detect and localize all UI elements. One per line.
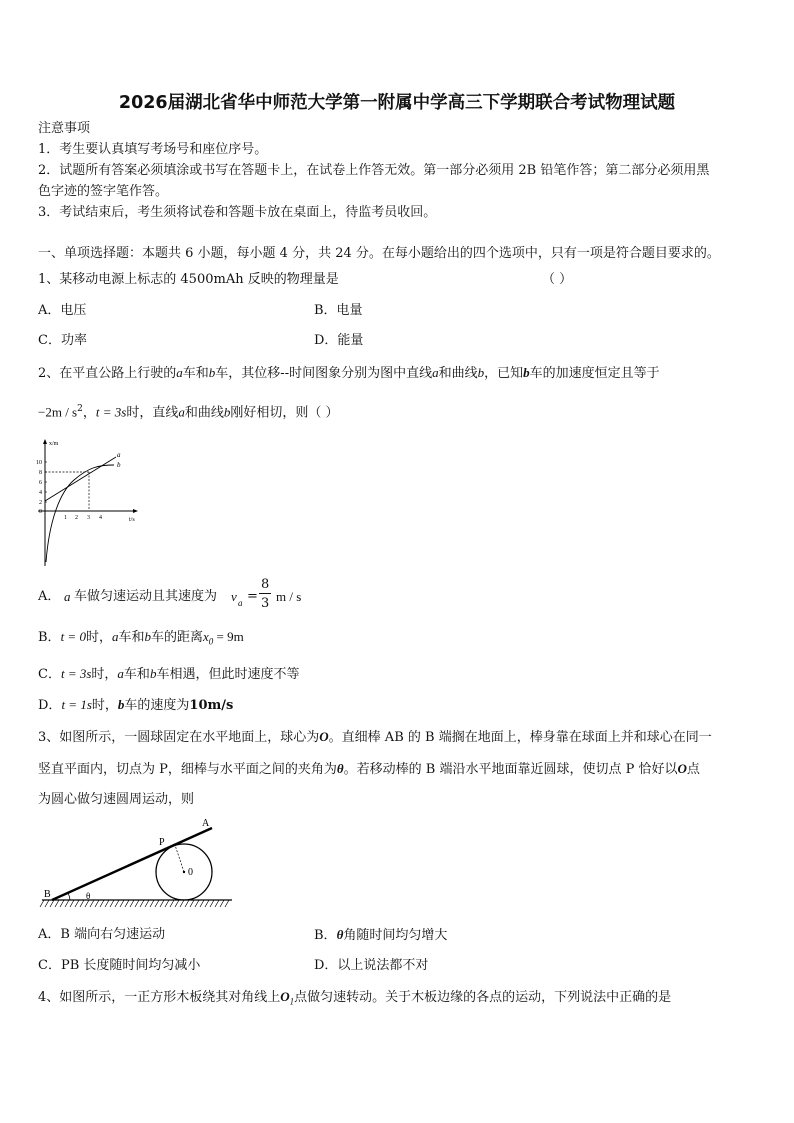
y-tick-label: 6	[39, 480, 42, 486]
q1-option-c: C．功率	[38, 333, 87, 348]
notice-item: 1．考生要认真填写考场号和座位序号。	[38, 142, 268, 157]
x-tick-label: 3	[87, 515, 90, 521]
q3-option-a: A．B 端向右匀速运动	[38, 927, 166, 942]
label-a: A	[202, 818, 210, 829]
q2-stem-line2: $-2m / s^2$，t = 3s时，直线a和曲线b刚好相切，则（ ）	[38, 404, 339, 421]
q1-option-b: B．电量	[314, 303, 363, 318]
q2-option-b: B．t = 0时，a车和b车的距离$x_0 = 9m$	[38, 629, 244, 647]
q1-option-d: D．能量	[314, 333, 364, 348]
x-axis-label: t/s	[129, 517, 135, 523]
radius-to-p	[175, 845, 184, 872]
q2-stem-line1: 2、在平直公路上行驶的a车和b车，其位移--时间图象分别为图中直线a和曲线b，已知b车的加速度恒定且等于	[38, 365, 660, 381]
y-axis-arrow	[43, 439, 47, 444]
q1-option-a: A．电压	[38, 303, 87, 318]
line-a	[45, 457, 116, 501]
notice-item: 3．考试结束后，考生须将试卷和答题卡放在桌面上，待监考员收回。	[38, 205, 437, 220]
y-tick-label: 10	[36, 460, 42, 466]
q4-stem: 4、如图所示，一正方形木板绕其对角线上$O_1$点做匀速转动。关于木板边缘的各点的运动，下列说法中正确的是	[38, 989, 672, 1007]
y-tick-label: 0	[39, 509, 42, 515]
q3-ball-rod-figure	[38, 814, 238, 912]
q3-stem-line3: 为圆心做匀速圆周运动，则	[38, 792, 195, 807]
q2-option-c: C．t = 3s时，a车和b车相遇，但此时速度不等	[38, 666, 300, 682]
notice-item: 2．试题所有答案必须填涂或书写在答题卡上，在试卷上作答无效。第一部分必须用 2B 铅笔作答；第二部分必须用黑	[38, 163, 710, 178]
y-tick-label: 2	[39, 500, 42, 506]
x-tick-label: 4	[99, 515, 102, 521]
q1-stem: 1、某移动电源上标志的 4500mAh 反映的物理量是	[38, 272, 339, 287]
section-heading: 一、单项选择题：本题共 6 小题，每小题 4 分，共 24 分。在每小题给出的四个选项中，只有一项是符合题目要求的。	[38, 246, 720, 261]
y-tick-label: 4	[39, 490, 42, 496]
q2-xt-graph	[34, 438, 144, 568]
theta-arc	[68, 893, 70, 900]
y-tick-label: 8	[39, 470, 42, 476]
label-theta: θ	[86, 891, 91, 901]
exam-title: 2026届湖北省华中师范大学第一附属中学高三下学期联合考试物理试题	[118, 93, 676, 113]
label-p: P	[159, 837, 165, 848]
rod-ab	[52, 828, 212, 900]
q2-option-d: D．t = 1s时，b车的速度为10m/s	[38, 697, 234, 713]
notice-heading: 注意事项	[38, 121, 91, 136]
x-tick-label: 1	[64, 515, 67, 521]
y-axis-label: x/m	[49, 441, 59, 447]
x-tick-label: 2	[75, 515, 78, 521]
curve-label-a: a	[117, 451, 121, 459]
q3-option-b: B．θ角随时间均匀增大	[314, 927, 448, 943]
q1-answer-paren: （ ）	[542, 272, 573, 287]
notice-item: 色字迹的签字笔作答。	[38, 184, 169, 199]
q3-stem-line2: 竖直平面内，切点为 P，细棒与水平面之间的夹角为θ。若移动棒的 B 端沿水平地面靠近圆球，使切点 P 恰好以O点	[38, 761, 700, 777]
label-o: 0	[188, 867, 193, 878]
q3-stem-line1: 3、如图所示，一圆球固定在水平地面上，球心为O。直细棒 AB 的 B 端搁在地面上，棒身靠在球面上并和球心在同一	[38, 729, 712, 745]
ground-hatching	[40, 900, 229, 907]
label-b: B	[44, 889, 51, 900]
q3-option-c: C．PB 长度随时间均匀减小	[38, 958, 201, 973]
curve-label-b: b	[117, 461, 121, 469]
x-axis-arrow	[133, 509, 138, 513]
q3-option-d: D．以上说法都不对	[314, 958, 429, 973]
